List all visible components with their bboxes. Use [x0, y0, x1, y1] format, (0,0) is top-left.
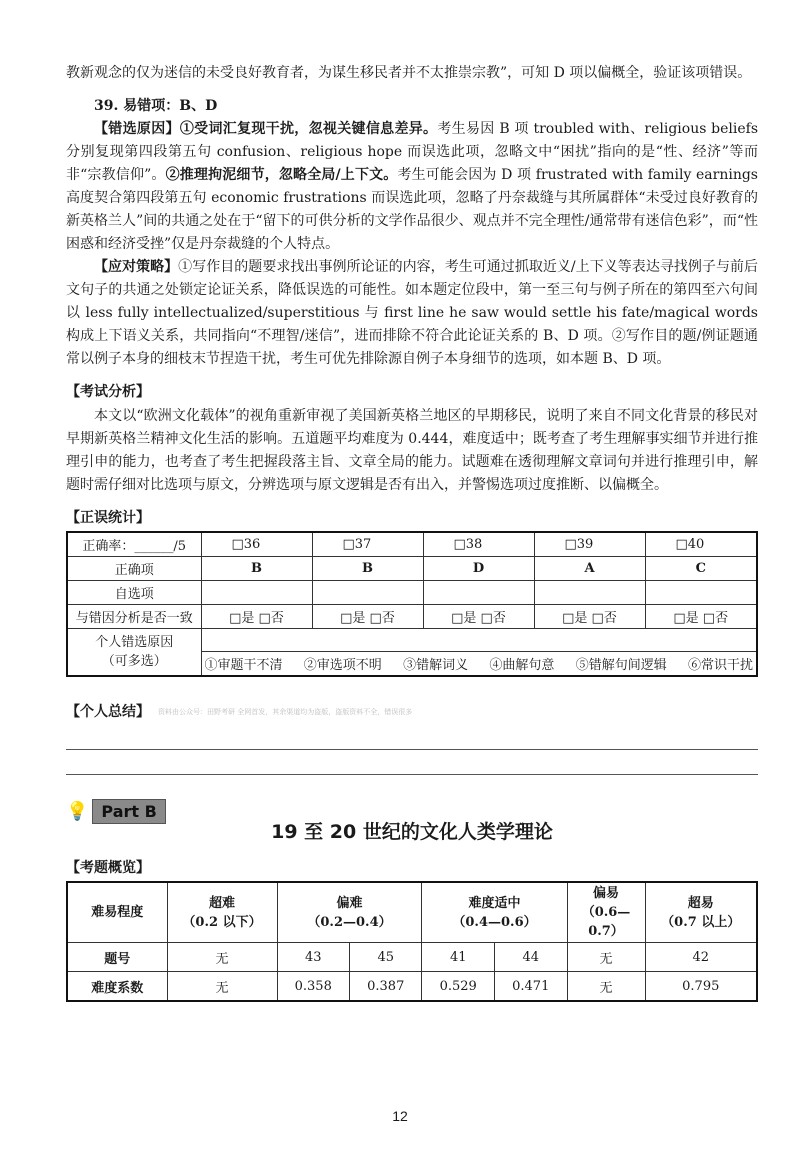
difficulty-coef: 0.795: [645, 972, 757, 1002]
match-checkbox[interactable]: □是 □否: [201, 605, 312, 629]
question-number-label: 题号: [67, 943, 167, 972]
question-number: 42: [645, 943, 757, 972]
level-range: （0.2 以下）: [182, 914, 262, 930]
table-row: [67, 972, 757, 1002]
q39-strategy: [66, 256, 758, 371]
reason-row-label: [67, 629, 201, 677]
difficulty-coef: 0.358: [277, 972, 349, 1002]
part-b-label: Part B: [92, 799, 165, 824]
level-name: 超难: [208, 895, 235, 911]
table-row: [67, 557, 757, 581]
q38-checkbox[interactable]: □38: [423, 532, 534, 557]
self-choice-cell[interactable]: [423, 581, 534, 605]
answer-cell: B: [201, 557, 312, 581]
paragraph-top: 教新观念的仅为迷信的未受良好教育者，为谋生移民者并不太推崇宗教”，可知 D 项以偏概全，验证该项错误。: [66, 65, 752, 81]
question-number: 44: [494, 943, 567, 972]
level-range: （0.6—0.7）: [581, 905, 631, 939]
level-name: 难度适中: [468, 895, 521, 911]
question-number: 无: [167, 943, 277, 972]
table-row: [67, 581, 757, 605]
level-range: （0.4—0.6）: [452, 914, 537, 930]
watermark: 资料由公众号：田野考研 全网首发，其余渠道均为盗版，盗版资料不全，错误很多: [158, 708, 413, 716]
page-content: [66, 62, 758, 1002]
page-number: 12: [392, 1108, 408, 1124]
answer-label: 正确项: [67, 557, 201, 581]
q39-reason: [66, 118, 758, 256]
table-row: [67, 629, 757, 652]
match-checkbox[interactable]: □是 □否: [423, 605, 534, 629]
answer-cell: D: [423, 557, 534, 581]
reason-option-1[interactable]: ①审题干不清: [204, 658, 283, 673]
answer-cell: A: [534, 557, 645, 581]
correct-rate-label: 正确率：______/5: [67, 532, 201, 557]
level-cell: [645, 882, 757, 943]
reason-2-text: 考生可能会因为 D 项 frustrated with family earnings 高度契合第四段第五句 economic frustrations 而误选此项，忽略了丹奈裁缝与其所属群体“未受过良好教育的新英格兰人”间的共通之处在于“留下的可供分析的文学作品很少、观点并不完全理性/通常带有迷信色彩”，而“性困惑和经济受挫”仅是丹奈裁缝的个人特点。: [66, 167, 758, 252]
level-range: （0.2—0.4）: [307, 914, 392, 930]
self-label: 自选项: [67, 581, 201, 605]
question-number: 41: [422, 943, 494, 972]
question-number: 43: [277, 943, 349, 972]
match-checkbox[interactable]: □是 □否: [312, 605, 423, 629]
table-row: [67, 605, 757, 629]
part-b-title: 19 至 20 世纪的文化人类学理论: [271, 821, 553, 843]
difficulty-table: [66, 881, 758, 1002]
self-choice-cell[interactable]: [201, 581, 312, 605]
difficulty-label: 难易程度: [67, 882, 167, 943]
summary-line-1[interactable]: [66, 725, 758, 750]
reason-option-6[interactable]: ⑥常识干扰: [687, 658, 753, 673]
q37-checkbox[interactable]: □37: [312, 532, 423, 557]
reason-label: 【错选原因】: [94, 121, 180, 137]
self-choice-cell[interactable]: [534, 581, 645, 605]
strategy-text: ①写作目的题要求找出事例所论证的内容，考生可通过抓取近义/上下义等表达寻找例子与前后文句子的共通之处锁定论证关系，降低误选的可能性。如本题定位段中，第一至三句与例子所在的第四至六句间以 less fully intellectualized/superstitious 与 first line he saw would settle his fate/magical words 构成上下语义关系，共同指向“不理智/迷信”，进而排除不符合此论证关系的 B、D 项。②写作目的题/例证题通常以例子本身的细枝末节捏造干扰，考生可优先排除源自例子本身细节的选项，如本题 B、D 项。: [66, 259, 759, 367]
q39-heading: 39. 易错项：B、D: [94, 98, 218, 114]
level-name: 超易: [687, 895, 714, 911]
difficulty-coef: 0.387: [349, 972, 422, 1002]
strategy-label: 【应对策略】: [94, 259, 179, 275]
question-number: 无: [567, 943, 645, 972]
self-choice-cell[interactable]: [645, 581, 757, 605]
table-row: [67, 532, 757, 557]
difficulty-coef-label: 难度系数: [67, 972, 167, 1002]
q36-checkbox[interactable]: □36: [201, 532, 312, 557]
lightbulb-icon: 💡: [66, 801, 89, 822]
level-cell: [277, 882, 422, 943]
question-number: 45: [349, 943, 422, 972]
level-range: （0.7 以上）: [661, 914, 741, 930]
answer-cell: B: [312, 557, 423, 581]
self-choice-cell[interactable]: [312, 581, 423, 605]
q40-checkbox[interactable]: □40: [645, 532, 757, 557]
analysis-title: 【考试分析】: [66, 384, 150, 400]
level-name: 偏易: [592, 886, 619, 901]
reason-option-5[interactable]: ⑤错解句间逻辑: [575, 658, 667, 673]
level-cell: [422, 882, 567, 943]
overview-title: 【考题概览】: [66, 860, 150, 876]
summary-line-2[interactable]: [66, 750, 758, 775]
summary-title: [66, 701, 758, 721]
summary-title-text: 【个人总结】: [66, 704, 150, 720]
difficulty-coef: 无: [567, 972, 645, 1002]
reason-options: [201, 652, 757, 677]
difficulty-coef: 无: [167, 972, 277, 1002]
reason-1-text: 考生易因 B 项 troubled with、religious beliefs 分别复现第四段第五句 confusion、religious hope 而误选此项，忽略文中“困扰”指向的是“性、经济”等而非“宗教信仰”。: [66, 121, 759, 183]
stats-table: [66, 531, 758, 677]
difficulty-coef: 0.529: [422, 972, 494, 1002]
reason-option-3[interactable]: ③错解词义: [403, 658, 469, 673]
table-row: [67, 943, 757, 972]
reason-label-1: 个人错选原因: [95, 635, 174, 650]
reason-1-bold: ①受词汇复现干扰，忽视关键信息差异。: [179, 121, 438, 137]
answer-cell: C: [645, 557, 757, 581]
match-checkbox[interactable]: □是 □否: [534, 605, 645, 629]
match-label: 与错因分析是否一致: [67, 605, 201, 629]
reason-blank[interactable]: [201, 629, 757, 652]
level-cell: [567, 882, 645, 943]
reason-2-bold: ②推理拘泥细节，忽略全局/上下文。: [165, 167, 398, 183]
stats-title: 【正误统计】: [66, 510, 150, 526]
table-row: [67, 882, 757, 943]
level-name: 偏难: [336, 895, 363, 911]
reason-label-2: （可多选）: [101, 654, 167, 669]
reason-option-4[interactable]: ④曲解句意: [489, 658, 555, 673]
level-cell: [167, 882, 277, 943]
part-b-header: [66, 793, 758, 845]
analysis-text: 本文以“欧洲文化载体”的视角重新审视了美国新英格兰地区的早期移民，说明了来自不同文化背景的移民对早期新英格兰精神文化生活的影响。五道题平均难度为 0.444，难度适中；既考查了考生理解事实细节并进行推理引申的能力，也考查了考生把握段落主旨、文章全局的能力。试题难在透彻理解文章词句并进行推理引申，解题时需仔细对比选项与原文，分辨选项与原文逻辑是否有出入，并警惕选项过度推断、以偏概全。: [66, 408, 758, 493]
match-checkbox[interactable]: □是 □否: [645, 605, 757, 629]
q39-checkbox[interactable]: □39: [534, 532, 645, 557]
reason-option-2[interactable]: ②审选项不明: [303, 658, 382, 673]
difficulty-coef: 0.471: [494, 972, 567, 1002]
